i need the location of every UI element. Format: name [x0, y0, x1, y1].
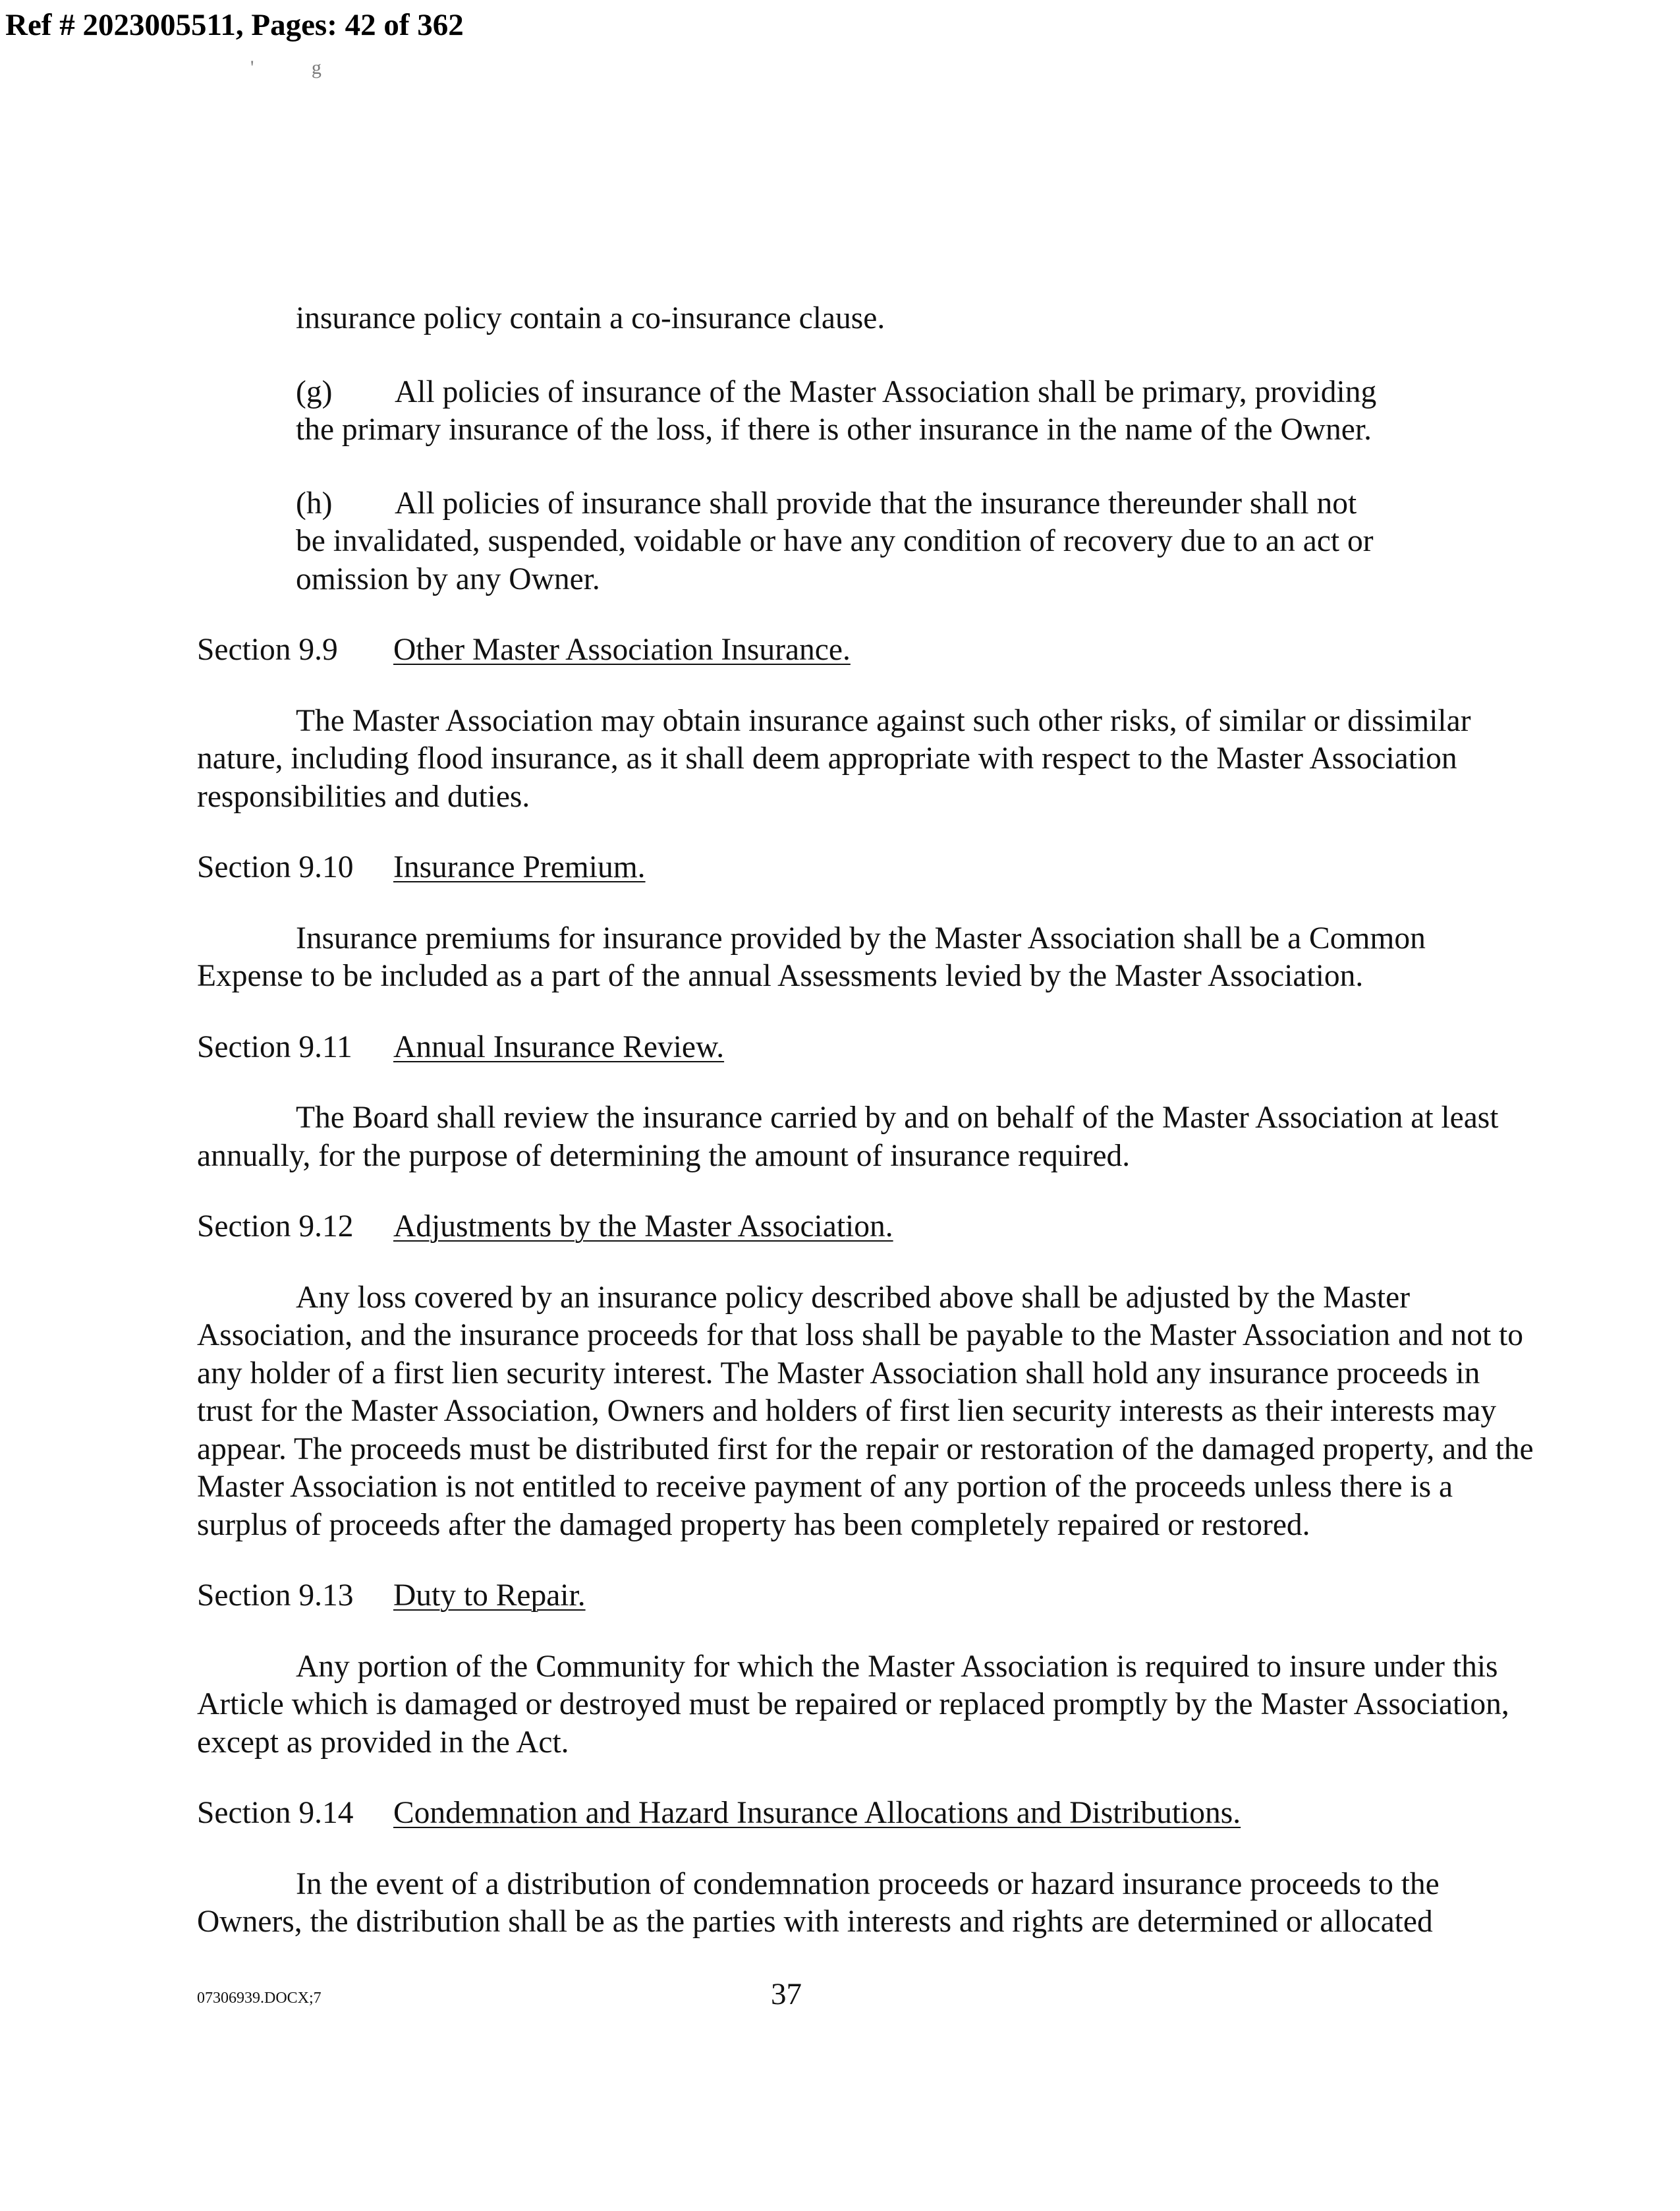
paragraph-h-line2: be invalidated, suspended, voidable or have any condition of recovery due to an act or	[296, 524, 1374, 558]
section-number: Section 9.10	[197, 850, 354, 884]
document-id: 07306939.DOCX;7	[197, 1990, 322, 2007]
section-9-12-body: Any loss covered by an insurance policy described above shall be adjusted by the Master Association, and the insurance proceeds for that loss shall be payable to the Master Association and not to any holder of a first lien security interest. The Master Association shall hold any insurance proceeds in trust for the Master Association, Owners and holders of first lien security interests as their interests may appear. The proceeds must be distributed first for the repair or restoration of the damaged property, and the Master Association is not entitled to receive payment of any portion of the proceeds unless there is a surplus of proceeds after the damaged property has been completely repaired or restored.	[197, 1280, 1534, 1542]
section-title: Condemnation and Hazard Insurance Allocations and Distributions.	[393, 1796, 1241, 1830]
section-9-14-body: In the event of a distribution of condemnation proceeds or hazard insurance proceeds to the Owners, the distribution shall be as the parties with interests and rights are determined or allocated	[197, 1866, 1440, 1939]
paragraph-h-label: (h)	[296, 486, 333, 521]
section-number: Section 9.11	[197, 1029, 352, 1064]
reference-header: Ref # 2023005511, Pages: 42 of 362	[5, 8, 464, 42]
scan-artifact: ' g	[250, 57, 348, 78]
paragraph-h	[197, 485, 1534, 599]
section-number: Section 9.14	[197, 1796, 354, 1830]
section-title: Annual Insurance Review.	[393, 1029, 725, 1064]
paragraph-h-line3: omission by any Owner.	[296, 561, 600, 596]
section-title: Adjustments by the Master Association.	[393, 1209, 893, 1244]
section-9-14-heading	[197, 1795, 1534, 1833]
section-number: Section 9.13	[197, 1578, 354, 1613]
section-title: Other Master Association Insurance.	[393, 633, 851, 667]
section-title: Insurance Premium.	[393, 850, 646, 884]
paragraph-g-label: (g)	[296, 374, 333, 409]
section-number: Section 9.9	[197, 633, 338, 667]
section-9-10-heading	[197, 849, 1534, 887]
paragraph-g	[197, 374, 1534, 449]
page-content	[197, 300, 1534, 1941]
section-number: Section 9.12	[197, 1209, 354, 1244]
section-9-13-heading	[197, 1577, 1534, 1615]
section-9-12-heading	[197, 1208, 1534, 1246]
section-9-13-body: Any portion of the Community for which the Master Association is required to insure under this Article which is damaged or destroyed must be repaired or replaced promptly by the Master Association, except as provided in the Act.	[197, 1649, 1509, 1760]
paragraph-h-line1: All policies of insurance shall provide that the insurance thereunder shall not	[395, 486, 1357, 521]
section-9-10-body: Insurance premiums for insurance provided by the Master Association shall be a Common Expense to be included as a part of the annual Assessments levied by the Master Association.	[197, 921, 1426, 993]
section-9-9-heading	[197, 631, 1534, 670]
paragraph-g-line2: the primary insurance of the loss, if there is other insurance in the name of the Owner.	[296, 413, 1372, 447]
paragraph-g-line1: All policies of insurance of the Master Association shall be primary, providing	[395, 374, 1377, 409]
page-number: 37	[771, 1977, 802, 2011]
section-title: Duty to Repair.	[393, 1578, 586, 1613]
section-9-11-body: The Board shall review the insurance carried by and on behalf of the Master Association at least annually, for the purpose of determining the amount of insurance required.	[197, 1101, 1499, 1173]
section-9-9-body: The Master Association may obtain insurance against such other risks, of similar or dissimilar nature, including flood insurance, as it shall deem appropriate with respect to the Master Association responsibilities and duties.	[197, 703, 1471, 814]
paragraph-f-continuation: insurance policy contain a co-insurance clause.	[296, 301, 885, 335]
section-9-11-heading	[197, 1029, 1534, 1067]
